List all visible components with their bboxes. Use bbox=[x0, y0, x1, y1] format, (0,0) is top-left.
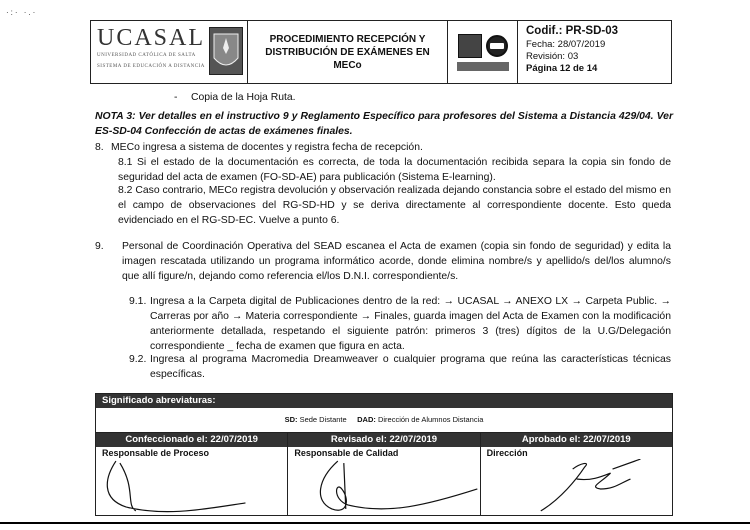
item-8: MECo ingresa a sistema de docentes y registra fecha de recepción. bbox=[111, 142, 423, 153]
approved-signature bbox=[481, 459, 672, 515]
prepared-column bbox=[96, 433, 288, 515]
approved-date: Aprobado el: 22/07/2019 bbox=[481, 433, 672, 447]
crest-icon bbox=[209, 27, 243, 75]
scan-specks: ·:· ·.· bbox=[6, 8, 38, 17]
reviewed-date: Revisado el: 22/07/2019 bbox=[288, 433, 479, 447]
brand-subtitle: UNIVERSIDAD CATÓLICA DE SALTA bbox=[97, 53, 196, 58]
document-title: PROCEDIMIENTO RECEPCIÓN Y DISTRIBUCIÓN DE EXÁMENES EN MECo bbox=[248, 21, 448, 83]
brand-name: UCASAL bbox=[97, 25, 206, 51]
sd-value: Sede Distante bbox=[299, 415, 347, 424]
prepared-signature bbox=[96, 459, 287, 515]
page-bottom-rule bbox=[0, 522, 750, 524]
certification-logos bbox=[448, 21, 518, 83]
approved-role: Dirección bbox=[486, 448, 528, 458]
brand-system: SISTEMA DE EDUCACIÓN A DISTANCIA bbox=[97, 64, 205, 69]
item-8-1: 8.1 Si el estado de la documentación es correcta, de toda la documentación recibida separa la copia sin fondo de seguridad del acta de examen (FO-SD-AE) para publicación (Sistema E-learning). bbox=[118, 157, 671, 183]
signature-grid bbox=[96, 433, 672, 515]
bullet-dash: - bbox=[174, 92, 178, 103]
iqnet-cert-icon bbox=[486, 35, 508, 57]
document-header bbox=[90, 20, 672, 84]
cert-caption-icon bbox=[457, 62, 509, 71]
bullet-text: Copia de la Hoja Ruta. bbox=[191, 92, 296, 103]
approval-table bbox=[95, 393, 673, 516]
abbreviations-row bbox=[96, 408, 672, 433]
document-code: Codif.: PR-SD-03 bbox=[526, 25, 618, 37]
nota-3: NOTA 3: Ver detalles en el instructivo 9 y Reglamento Específico para profesores del Sistema a Distancia 429/04. Ver ES-SD-04 Confección de actas de exámenes finales. bbox=[95, 111, 673, 137]
item-9: Personal de Coordinación Operativa del SEAD escanea el Acta de examen (copia sin fondo de seguridad) y edita la imagen rescatada utilizando un programa informático acorde, donde elimina nombre/s y apellido/s del/los alumno/s que allí figure/n, dejando como referencia el/los D.N.I. correspondiente/s. bbox=[122, 241, 671, 282]
item-8-2: 8.2 Caso contrario, MECo registra devolución y observación realizada dejando constancia sobre el estado del mismo en el campo de observaciones del RG-SD-HD y se deriva directamente al correspondiente docente. Esto queda evidenciado en el RG-SD-EC. Vuelve a punto 6. bbox=[118, 185, 671, 226]
prepared-role: Responsable de Proceso bbox=[102, 448, 210, 458]
reviewed-role: Responsable de Calidad bbox=[294, 448, 399, 458]
reviewed-column bbox=[288, 433, 480, 515]
reviewed-signature bbox=[288, 459, 479, 515]
document-revision: Revisión: 03 bbox=[526, 51, 579, 62]
document-date: Fecha: 28/07/2019 bbox=[526, 39, 606, 50]
sd-key: SD: bbox=[284, 415, 298, 424]
institution-logo-cell bbox=[91, 21, 248, 83]
dad-value: Dirección de Alumnos Distancia bbox=[377, 415, 484, 424]
dad-key: DAD: bbox=[357, 415, 376, 424]
item-9-1: Ingresa a la Carpeta digital de Publicaciones dentro de la red: → UCASAL → ANEXO LX → Carpeta Public. → Carreras por año → Materia correspondiente → Finales, guarda imagen del Acta de Examen con la modificación anteriormente detallada, respetando el siguiente patrón: primeros 3 (tres) dígitos de la U.G/Delegación correspondiente _ fecha de examen que figura en acta. bbox=[150, 296, 671, 352]
item-9-number: 9. bbox=[95, 241, 104, 252]
item-9-1-number: 9.1. bbox=[129, 296, 147, 307]
document-control-cell bbox=[518, 21, 671, 83]
item-9-2-number: 9.2. bbox=[129, 354, 147, 365]
approved-column bbox=[481, 433, 672, 515]
item-9-2: Ingresa al programa Macromedia Dreamweaver o cualquier programa que reúna las características técnicas específicas. bbox=[150, 354, 671, 380]
item-8-number: 8. bbox=[95, 142, 104, 153]
abbreviations-title: Significado abreviaturas: bbox=[96, 394, 672, 408]
prepared-date: Confeccionado el: 22/07/2019 bbox=[96, 433, 287, 447]
page-number: Página 12 de 14 bbox=[526, 63, 598, 74]
iram-cert-icon bbox=[458, 34, 482, 58]
